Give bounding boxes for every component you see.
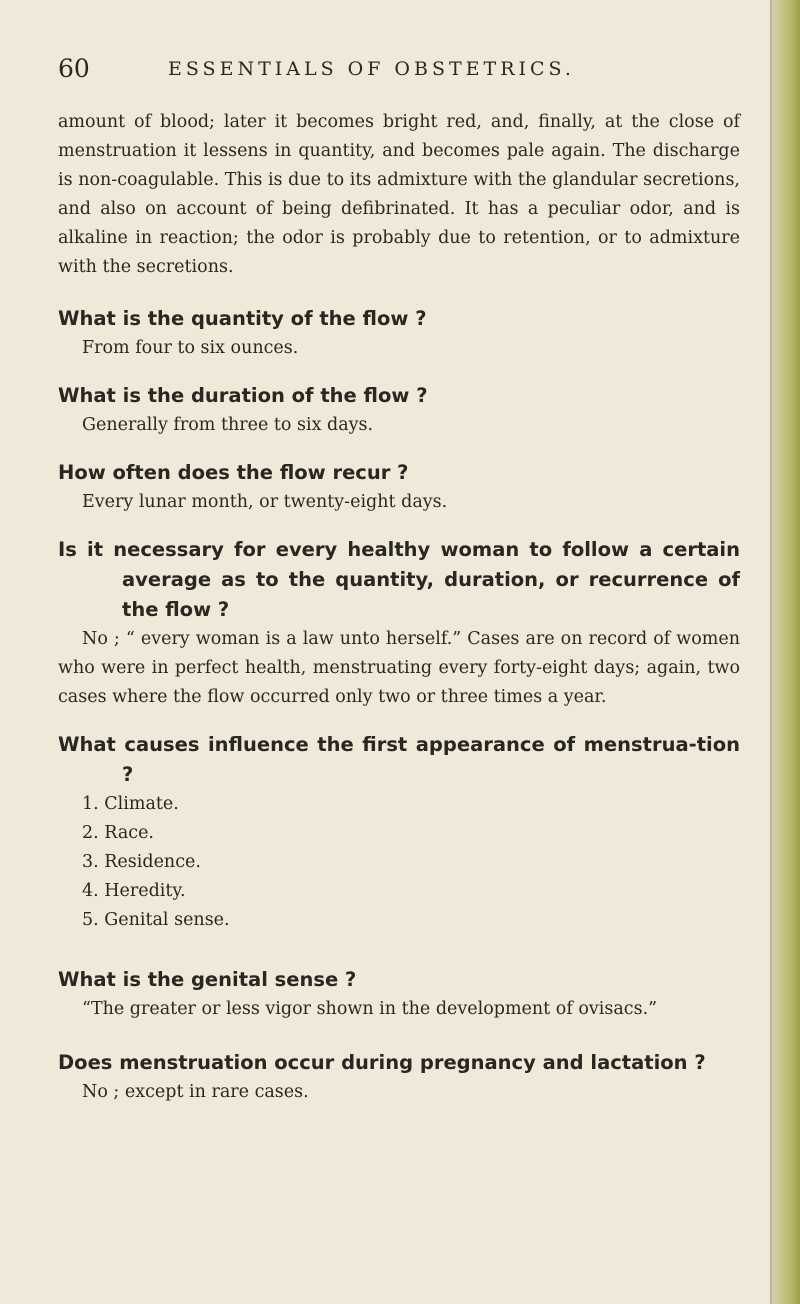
- list-item: 1. Climate.: [82, 794, 179, 814]
- answer-quantity: From four to six ounces.: [82, 338, 299, 358]
- running-title: ESSENTIALS OF OBSTETRICS.: [168, 58, 575, 80]
- page-edge-line: [770, 0, 772, 1304]
- answer-recurrence: Every lunar month, or twenty-eight days.: [82, 492, 448, 512]
- question-average: Is it necessary for every healthy woman to follow a certain average as to the quantity, duration, or recurrence of the flow ?: [58, 538, 740, 621]
- question-quantity: What is the quantity of the flow ?: [58, 307, 427, 330]
- list-item: 4. Heredity.: [82, 881, 186, 901]
- answer-genital-sense: “The greater or less vigor shown in the development of ovisacs.”: [82, 999, 658, 1019]
- page-edge: [770, 0, 800, 1304]
- page-number: 60: [58, 54, 90, 83]
- question-causes: What causes influence the first appearance of menstrua-tion ?: [58, 733, 740, 786]
- answer-average: No ; “ every woman is a law unto herself.” Cases are on record of women who were in perfect health, menstruating every forty-eight days; again, two cases where the flow occurred only two or three times a year.: [58, 629, 740, 707]
- list-item: 2. Race.: [82, 823, 154, 843]
- page-header: [58, 52, 758, 86]
- list-item: 3. Residence.: [82, 852, 201, 872]
- answer-duration: Generally from three to six days.: [82, 415, 374, 435]
- question-pregnancy: Does menstruation occur during pregnancy and lactation ?: [58, 1051, 706, 1074]
- intro-paragraph: amount of blood; later it becomes bright red, and, finally, at the close of menstruation it lessens in quantity, and becomes pale again. The discharge is non-coagulable. This is due to its admixture with the glandular secretions, and also on account of being defibrinated. It has a peculiar odor, and is alkaline in reaction; the odor is probably due to retention, or to admixture with the secretions.: [58, 112, 740, 277]
- question-duration: What is the duration of the flow ?: [58, 384, 428, 407]
- causes-list: [58, 790, 740, 935]
- list-item: 5. Genital sense.: [82, 910, 230, 930]
- answer-pregnancy: No ; except in rare cases.: [82, 1082, 309, 1102]
- question-genital-sense: What is the genital sense ?: [58, 968, 357, 991]
- question-recurrence: How often does the flow recur ?: [58, 461, 409, 484]
- page-body: [58, 108, 740, 1107]
